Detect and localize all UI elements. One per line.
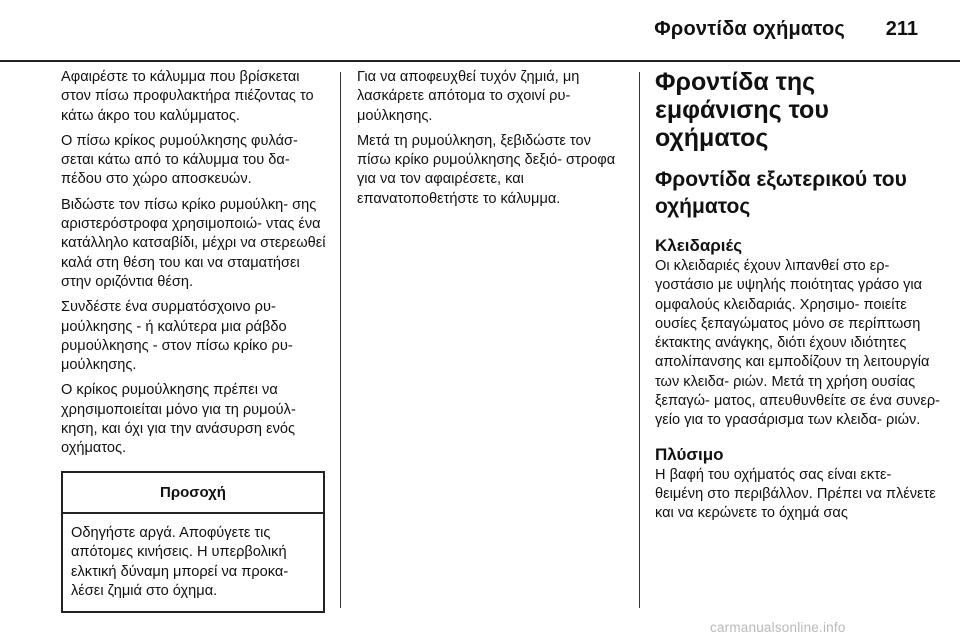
paragraph: Ο κρίκος ρυμούλκησης πρέπει να χρησιμοποιείται μόνο για τη ρυμούλ- κηση, και όχι για την ανάσυρση ενός οχήματος. — [61, 382, 296, 457]
caution-text: Οδηγήστε αργά. Αποφύγετε τις απότομες κινήσεις. Η υπερβολική ελκτική δύναμη μπορεί να προκα- λέσει ζημιά στο όχημα. — [71, 524, 289, 599]
page-number: 211 — [885, 18, 918, 40]
section-heading-main: Φροντίδα της εμφάνισης του οχήματος — [655, 68, 829, 152]
header-rule — [0, 60, 960, 62]
caution-box — [61, 471, 325, 613]
paragraph: Για να αποφευχθεί τυχόν ζημιά, μη λασκάρετε απότομα το σχοινί ρυ- μούλκησης. — [357, 69, 580, 124]
paragraph: Η βαφή του οχήματός σας είναι εκτε- θειμένη στο περιβάλλον. Πρέπει να πλένετε και να κερώνετε το όχημά σας — [655, 466, 936, 522]
caution-title: Προσοχή — [63, 473, 323, 514]
column-2 — [357, 68, 627, 215]
paragraph: Αφαιρέστε το κάλυμμα που βρίσκεται στον πίσω προφυλακτήρα πιέζοντας το κάτω άκρο του καλύμματος. — [61, 69, 314, 124]
column-divider-2 — [639, 72, 640, 608]
paragraph: Μετά τη ρυμούλκηση, ξεβιδώστε τον πίσω κρίκο ρυμούλκησης δεξιό- στροφα για να τον αφαιρέσετε, και επανατοποθετήστε το κάλυμμα. — [357, 132, 616, 207]
column-divider-1 — [340, 72, 341, 608]
paragraph: Συνδέστε ένα συρματόσχοινο ρυ- μούλκησης - ή καλύτερα μια ράβδο ρυμούλκησης - στον πίσω κρίκο ρυ- μούλκησης. — [61, 299, 293, 374]
page-header — [0, 0, 960, 62]
paragraph: Οι κλειδαριές έχουν λιπανθεί στο ερ- γοστάσιο με υψηλής ποιότητας γράσο για ομφαλούς κλειδαριάς. Χρησιμο- ποιείτε ουσίες ξεπαγώματος μόνο σε περίπτωση έκτακτης ανάγκης, διότι έχουν ιδιότητες απολίπανσης και εμποδίζουν τη λειτουργία των κλειδα- ριών. Μετά τη χρήση ουσίας ξεπαγώ- ματος, απευθυνθείτε σε ένα συνερ- γείο για το γρασάρισμα των κλειδα- ριών. — [655, 258, 940, 429]
header-title: Φροντίδα οχήματος — [654, 18, 845, 40]
subsection-title-locks: Κλειδαριές — [655, 236, 743, 255]
section-heading-sub: Φροντίδα εξωτερικού του οχήματος — [655, 168, 907, 218]
column-3 — [655, 68, 940, 530]
watermark-text: carmanualsonline.info — [710, 620, 846, 635]
paragraph: Ο πίσω κρίκος ρυμούλκησης φυλάσ- σεται κάτω από το κάλυμμα του δα- πέδου στο χώρο αποσκευών. — [61, 132, 298, 188]
paragraph: Βιδώστε τον πίσω κρίκο ρυμούλκη- σης αριστερόστροφα χρησιμοποιώ- ντας ένα κατάλληλο κατσαβίδι, μέχρι να στερεωθεί καλά στη θέση του και να σταματήσει στην οριζόντια θέση. — [61, 196, 326, 290]
column-1 — [61, 68, 327, 613]
subsection-title-washing: Πλύσιμο — [655, 444, 724, 464]
